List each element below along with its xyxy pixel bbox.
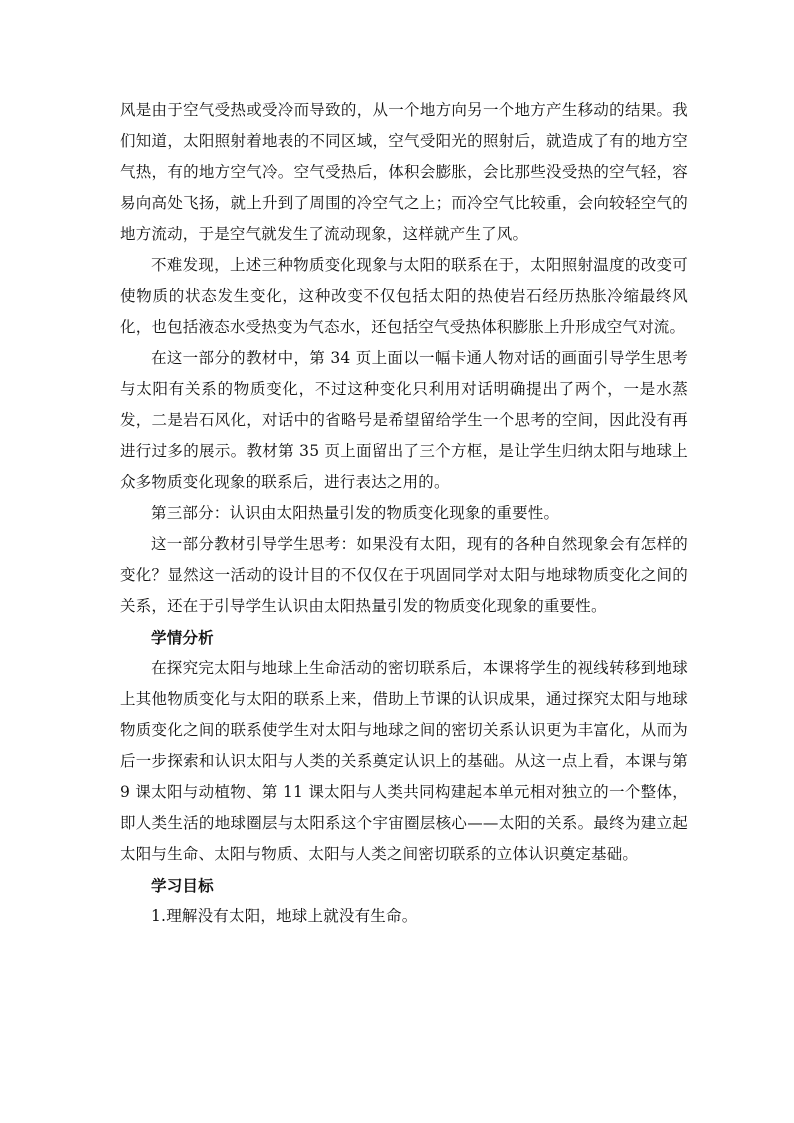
paragraph-wind-cause: 风是由于空气受热或受冷而导致的，从一个地方向另一个地方产生移动的结果。我们知道，太阳照射着地表的不同区域，空气受阳光的照射后，就造成了有的地方空气热，有的地方空气冷。空气受热后，体积会膨胀，会比那些没受热的空气轻，容易向高处飞扬，就上升到了周围的冷空气之上；而冷空气比较重，会向较轻空气的地方流动，于是空气就发生了流动现象，这样就产生了风。 (120, 101, 688, 243)
paragraph-textbook-section: 在这一部分的教材中，第 34 页上面以一幅卡通人物对话的画面引导学生思考与太阳有关系的物质变化，不过这种变化只利用对话明确提出了两个，一是水蒸发，二是岩石风化，对话中的省略号是希望留给学生一个思考的空间，因此没有再进行过多的展示。教材第 35 页上面留出了三个方框，是让学生归纳太阳与地球上众多物质变化现象的联系后，进行表达之用的。 (120, 349, 688, 491)
paragraph-part-three-detail: 这一部分教材引导学生思考：如果没有太阳，现有的各种自然现象会有怎样的变化？显然这一活动的设计目的不仅仅在于巩固同学对太阳与地球物质变化之间的关系，还在于引导学生认识由太阳热量引发的物质变化现象的重要性。 (120, 535, 688, 615)
heading-learning-goals: 学习目标 (151, 876, 214, 895)
paragraph-part-three: 第三部分：认识由太阳热量引发的物质变化现象的重要性。 (151, 504, 560, 522)
document-page (120, 95, 688, 932)
list-item-goal-1: 1.理解没有太阳，地球上就没有生命。 (151, 907, 418, 925)
heading-learner-analysis: 学情分析 (151, 628, 214, 647)
paragraph-sun-connection: 不难发现，上述三种物质变化现象与太阳的联系在于，太阳照射温度的改变可使物质的状态发生变化，这种改变不仅包括太阳的热使岩石经历热胀冷缩最终风化，也包括液态水受热变为气态水，还包括空气受热体积膨胀上升形成空气对流。 (120, 256, 688, 336)
paragraph-learner-analysis: 在探究完太阳与地球上生命活动的密切联系后，本课将学生的视线转移到地球上其他物质变化与太阳的联系上来，借助上节课的认识成果，通过探究太阳与地球物质变化之间的联系使学生对太阳与地球之间的密切关系认识更为丰富化，从而为后一步探索和认识太阳与人类的关系奠定认识上的基础。从这一点上看，本课与第 9 课太阳与动植物、第 11 课太阳与人类共同构建起本单元相对独立的一个整体，即人类生活的地球圈层与太阳系这个宇宙圈层核心——太阳的关系。最终为建立起太阳与生命、太阳与物质、太阳与人类之间密切联系的立体认识奠定基础。 (120, 659, 688, 863)
